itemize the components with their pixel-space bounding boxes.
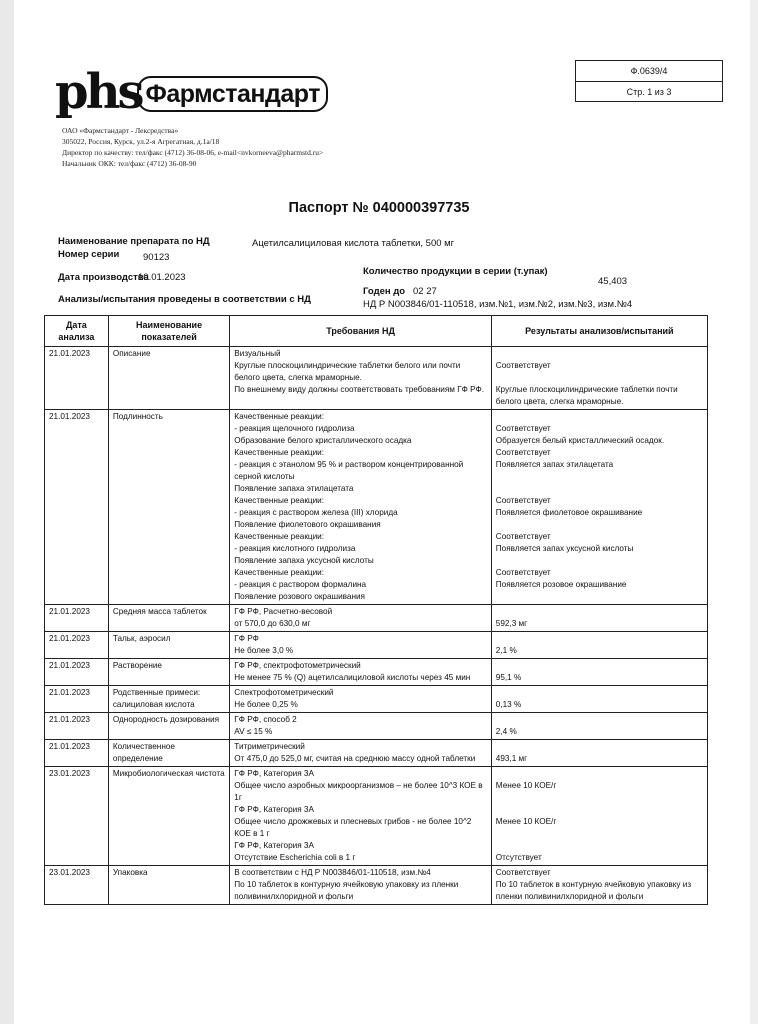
expiry-label: Годен до bbox=[363, 286, 406, 297]
result-cell bbox=[491, 713, 707, 740]
result-line bbox=[496, 372, 703, 384]
result-cell bbox=[491, 632, 707, 659]
requirement-cell bbox=[230, 713, 491, 740]
result-line: Соответствует bbox=[495, 496, 551, 505]
requirement-line: ГФ РФ, Категория 3А bbox=[234, 769, 314, 778]
requirement-cell bbox=[230, 686, 491, 713]
result-line: Образуется белый кристаллический осадок. bbox=[495, 436, 665, 445]
result-line bbox=[496, 660, 703, 672]
quantity-label: Количество продукции в серии (т.упак) bbox=[363, 266, 548, 277]
result-line bbox=[496, 741, 703, 753]
requirement-line: Качественные реакции: bbox=[234, 568, 325, 577]
product-value: Ацетилсалициловая кислота таблетки, 500 мг bbox=[252, 238, 455, 249]
result-line bbox=[496, 828, 703, 840]
requirement-line: Общее число аэробных микроорганизмов – не более 10^3 КОЕ в 1г bbox=[234, 781, 483, 802]
page-indicator: Стр. 1 из 3 bbox=[626, 87, 672, 97]
requirement-line: Круглые плоскоцилиндрические таблетки белого или почти белого цвета, слегка мраморные. bbox=[234, 361, 461, 382]
requirement-cell bbox=[230, 740, 491, 767]
result-line: Появляется розовое окрашивание bbox=[495, 580, 627, 589]
analysis-date: 21.01.2023 bbox=[45, 686, 109, 713]
scan-edge-left bbox=[0, 0, 14, 1024]
requirement-cell bbox=[230, 659, 491, 686]
result-line: Соответствует bbox=[495, 361, 551, 370]
requirement-cell bbox=[230, 632, 491, 659]
requirement-line: Не более 0,25 % bbox=[234, 700, 298, 709]
requirement-line: ГФ РФ bbox=[234, 634, 259, 643]
indicator-name: Подлинность bbox=[108, 410, 229, 605]
requirement-line: от 570,0 до 630,0 мг bbox=[234, 619, 311, 628]
requirement-line: - реакция с этанолом 95 % и раствором концентрированной серной кислоты bbox=[234, 460, 464, 481]
table-row bbox=[45, 659, 708, 686]
prod-date-value: 10.01.2023 bbox=[138, 272, 186, 283]
table-row bbox=[45, 632, 708, 659]
requirement-line: Качественные реакции: bbox=[234, 496, 325, 505]
result-line bbox=[496, 483, 703, 495]
result-line: 2,1 % bbox=[495, 646, 517, 655]
requirement-line: ГФ РФ, Категория 3А bbox=[234, 805, 314, 814]
result-line: Менее 10 КОЕ/г bbox=[495, 817, 557, 826]
result-line: Отсутствует bbox=[495, 853, 542, 862]
result-line: 592,3 мг bbox=[495, 619, 528, 628]
indicator-name: Однородность дозирования bbox=[108, 713, 229, 740]
result-line bbox=[496, 792, 703, 804]
result-line bbox=[496, 555, 703, 567]
result-line bbox=[496, 633, 703, 645]
requirement-line: Титриметрический bbox=[234, 742, 305, 751]
result-cell bbox=[491, 347, 707, 410]
table-row bbox=[45, 740, 708, 767]
requirement-line: - реакция щелочного гидролиза bbox=[234, 424, 355, 433]
requirement-line: - реакция с раствором железа (III) хлорида bbox=[234, 508, 398, 517]
requirement-line: ГФ РФ, спектрофотометрический bbox=[234, 661, 361, 670]
table-row bbox=[45, 686, 708, 713]
result-line bbox=[496, 768, 703, 780]
result-line: Соответствует bbox=[495, 868, 551, 877]
table-row bbox=[45, 866, 708, 905]
analysis-date: 21.01.2023 bbox=[45, 740, 109, 767]
requirement-line: Не более 3,0 % bbox=[234, 646, 294, 655]
requirement-cell bbox=[230, 410, 491, 605]
header-indicator: Наименование показателей bbox=[108, 316, 229, 347]
result-line: Круглые плоскоцилиндрические таблетки почти белого цвета, слегка мраморные. bbox=[495, 385, 678, 406]
analyses-label: Анализы/испытания проведены в соответствии с НД bbox=[58, 294, 311, 305]
requirement-cell bbox=[230, 347, 491, 410]
company-logo bbox=[55, 64, 328, 120]
result-line: Появляется фиолетовое окрашивание bbox=[495, 508, 643, 517]
requirement-cell bbox=[230, 605, 491, 632]
result-cell bbox=[491, 686, 707, 713]
okk-head-contact: Начальник ОКК: тел/факс (4712) 36-08-90 bbox=[62, 159, 197, 168]
qa-director-contact: Директор по качеству: тел/факс (4712) 36-08-06, e-mail<nvkorneeva@pharmstd.ru> bbox=[62, 148, 324, 157]
logo-mark: phs bbox=[55, 64, 142, 120]
result-line bbox=[496, 471, 703, 483]
series-label: Номер серии bbox=[58, 249, 120, 260]
analysis-date: 21.01.2023 bbox=[45, 659, 109, 686]
series-value: 90123 bbox=[143, 252, 170, 263]
table-row bbox=[45, 713, 708, 740]
analysis-date: 21.01.2023 bbox=[45, 713, 109, 740]
analysis-date: 23.01.2023 bbox=[45, 767, 109, 866]
table-body bbox=[45, 347, 708, 905]
requirement-line: Появление запаха уксусной кислоты bbox=[234, 556, 374, 565]
result-cell bbox=[491, 605, 707, 632]
logo-name: Фармстандарт bbox=[137, 76, 327, 112]
form-code-box bbox=[575, 60, 723, 102]
table-row bbox=[45, 605, 708, 632]
passport-title: Паспорт № 040000397735 bbox=[288, 200, 470, 216]
nd-value: НД Р N003846/01-110518, изм.№1, изм.№2, изм.№3, изм.№4 bbox=[363, 299, 633, 310]
table-row bbox=[45, 767, 708, 866]
result-line: Появляется запах уксусной кислоты bbox=[495, 544, 634, 553]
result-line: 2,4 % bbox=[495, 727, 517, 736]
scan-edge-right bbox=[750, 0, 758, 1024]
requirement-line: Качественные реакции: bbox=[234, 532, 325, 541]
result-line: 0,13 % bbox=[495, 700, 522, 709]
result-line: 493,1 мг bbox=[495, 754, 528, 763]
company-name: ОАО «Фармстандарт - Лексредства» bbox=[62, 126, 179, 135]
table-header-row bbox=[45, 316, 708, 347]
requirement-line: По внешнему виду должны соответствовать требованиям ГФ РФ. bbox=[234, 385, 485, 394]
requirement-line: - реакция кислотного гидролиза bbox=[234, 544, 356, 553]
requirement-line: От 475,0 до 525,0 мг, считая на среднюю массу одной таблетки bbox=[234, 754, 476, 763]
company-address: 305022, Россия, Курск, ул.2-я Агрегатная, д.1а/18 bbox=[62, 137, 220, 146]
requirement-line: Общее число дрожжевых и плесневых грибов - не более 10^2 КОЕ в 1 г bbox=[234, 817, 472, 838]
result-line bbox=[496, 840, 703, 852]
product-label: Наименование препарата по НД bbox=[58, 236, 210, 247]
requirement-line: Не менее 75 % (Q) ацетилсалициловой кислоты через 45 мин bbox=[234, 673, 471, 682]
indicator-name: Тальк, аэросил bbox=[108, 632, 229, 659]
header-requirements: Требования НД bbox=[230, 316, 491, 347]
requirement-line: Визуальный bbox=[234, 349, 281, 358]
result-cell bbox=[491, 410, 707, 605]
indicator-name: Растворение bbox=[108, 659, 229, 686]
result-cell bbox=[491, 866, 707, 905]
prod-date-label: Дата производства bbox=[58, 272, 149, 283]
indicator-name: Средняя масса таблеток bbox=[108, 605, 229, 632]
requirement-cell bbox=[230, 866, 491, 905]
requirement-line: По 10 таблеток в контурную ячейковую упаковку из пленки поливинилхлоридной и фольги bbox=[234, 880, 459, 901]
company-address-block bbox=[62, 125, 323, 169]
result-line bbox=[496, 714, 703, 726]
requirement-line: ГФ РФ, Категория 3А bbox=[234, 841, 314, 850]
requirement-line: Спектрофотометрический bbox=[234, 688, 334, 697]
header-date: Дата анализа bbox=[45, 316, 109, 347]
requirement-line: Образование белого кристаллического осадка bbox=[234, 436, 412, 445]
header-results: Результаты анализов/испытаний bbox=[491, 316, 707, 347]
indicator-name: Количественное определение bbox=[108, 740, 229, 767]
result-line: Соответствует bbox=[495, 568, 551, 577]
indicator-name: Упаковка bbox=[108, 866, 229, 905]
result-line: Появляется запах этилацетата bbox=[495, 460, 614, 469]
requirement-line: Качественные реакции: bbox=[234, 412, 325, 421]
result-cell bbox=[491, 767, 707, 866]
analysis-date: 21.01.2023 bbox=[45, 347, 109, 410]
result-line bbox=[496, 687, 703, 699]
result-line bbox=[496, 606, 703, 618]
requirement-line: Появление розового окрашивания bbox=[234, 592, 365, 601]
requirement-line: AV ≤ 15 % bbox=[234, 727, 273, 736]
analysis-date: 21.01.2023 bbox=[45, 410, 109, 605]
result-line: По 10 таблеток в контурную ячейковую упаковку из пленки поливинилхлоридной и фольги bbox=[495, 880, 692, 901]
result-line: Менее 10 КОЕ/г bbox=[495, 781, 557, 790]
requirement-line: - реакция с раствором формалина bbox=[234, 580, 367, 589]
result-line bbox=[496, 411, 703, 423]
analysis-date: 21.01.2023 bbox=[45, 605, 109, 632]
requirement-line: ГФ РФ, Расчетно-весовой bbox=[234, 607, 333, 616]
table-row bbox=[45, 410, 708, 605]
analysis-date: 23.01.2023 bbox=[45, 866, 109, 905]
indicator-name: Описание bbox=[108, 347, 229, 410]
analysis-date: 21.01.2023 bbox=[45, 632, 109, 659]
result-cell bbox=[491, 740, 707, 767]
indicator-name: Родственные примеси: салициловая кислота bbox=[108, 686, 229, 713]
result-cell bbox=[491, 659, 707, 686]
requirement-line: В соответствии с НД Р N003846/01-110518, изм.№4 bbox=[234, 868, 431, 877]
result-line: Соответствует bbox=[495, 448, 551, 457]
result-line: Соответствует bbox=[495, 424, 551, 433]
requirement-cell bbox=[230, 767, 491, 866]
requirement-line: Появление фиолетового окрашивания bbox=[234, 520, 381, 529]
quantity-value: 45,403 bbox=[598, 276, 628, 287]
result-line bbox=[496, 348, 703, 360]
result-line bbox=[496, 519, 703, 531]
result-line bbox=[496, 804, 703, 816]
result-line: 95,1 % bbox=[495, 673, 522, 682]
indicator-name: Микробиологическая чистота bbox=[108, 767, 229, 866]
table-row bbox=[45, 347, 708, 410]
expiry-value: 02 27 bbox=[413, 286, 437, 297]
analysis-table bbox=[44, 315, 708, 905]
form-code: Ф.0639/4 bbox=[576, 61, 722, 82]
requirement-line: Появление запаха этилацетата bbox=[234, 484, 354, 493]
requirement-line: Отсутствие Escherichia coli в 1 г bbox=[234, 853, 356, 862]
result-line: Соответствует bbox=[495, 532, 551, 541]
requirement-line: ГФ РФ, способ 2 bbox=[234, 715, 297, 724]
requirement-line: Качественные реакции: bbox=[234, 448, 325, 457]
